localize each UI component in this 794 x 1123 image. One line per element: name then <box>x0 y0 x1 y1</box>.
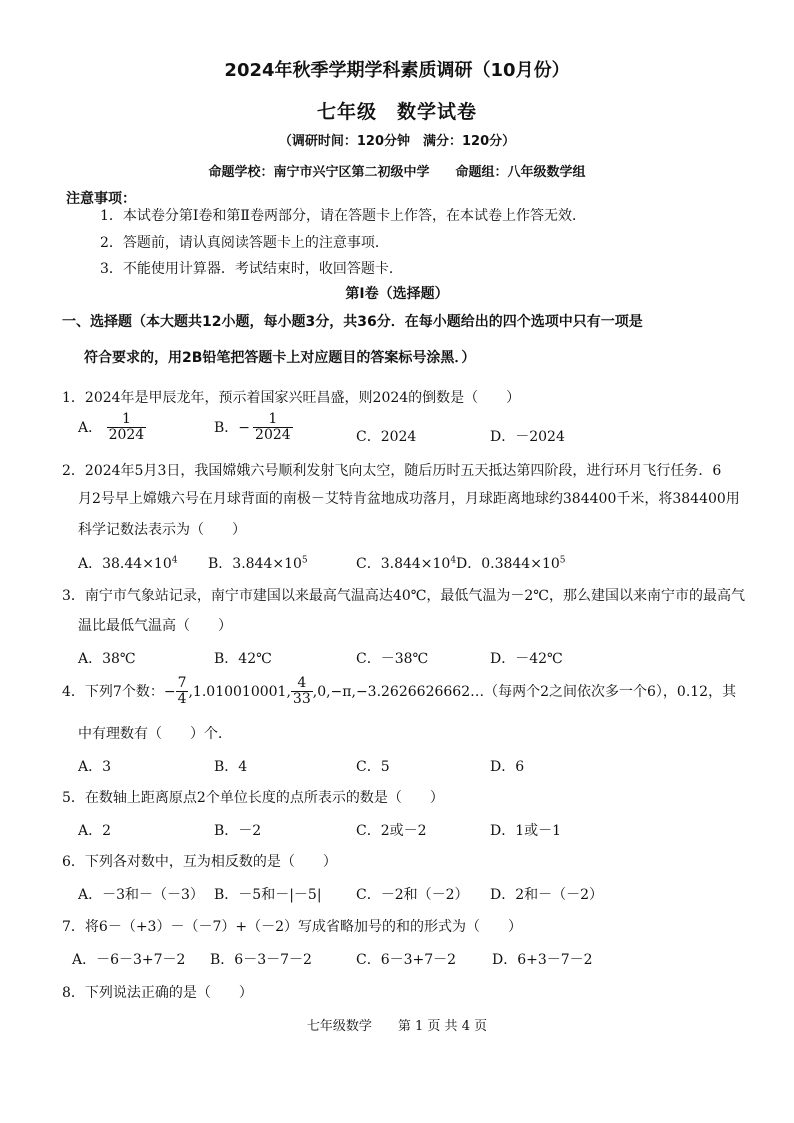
note-item-1: 1．本试卷分第Ⅰ卷和第Ⅱ卷两部分，请在答题卡上作答，在本试卷上作答无效． <box>100 208 586 224</box>
q1-a-num: 1 <box>107 412 147 428</box>
section-desc-2: 符合要求的，用2B铅笔把答题卡上对应题目的答案标号涂黑．） <box>84 350 476 366</box>
q1-b-num: 1 <box>253 412 293 428</box>
q5-option-d: D．1或－1 <box>490 823 562 839</box>
q7-option-c: C．6－3+7－2 <box>356 952 457 968</box>
q2-c-exp: 4 <box>450 555 457 566</box>
q2-d-exp: 5 <box>559 555 566 566</box>
exam-school: 命题学校：南宁市兴宁区第二初级中学 命题组：八年级数学组 <box>208 165 586 180</box>
q4-mid-1: ,1.010010001, <box>188 683 291 700</box>
q4-option-b: B．4 <box>214 759 248 775</box>
q8-stem: 8．下列说法正确的是（ ） <box>62 985 253 1001</box>
q2-c-base: C．3.844×10 <box>356 556 451 572</box>
q2-option-c <box>356 553 456 573</box>
q4-f1-num: 7 <box>177 675 187 691</box>
q1-option-d: D．－2024 <box>490 429 565 445</box>
q4-option-d: D．6 <box>490 759 525 775</box>
q4-fraction-2 <box>291 676 313 708</box>
q1-a-label: A． <box>78 419 103 436</box>
q7-option-d: D．6+3－7－2 <box>492 952 593 968</box>
q2-option-a <box>78 553 177 573</box>
part-heading: 第Ⅰ卷（选择题） <box>345 286 449 302</box>
q1-stem: 1．2024年是甲辰龙年，预示着国家兴旺昌盛，则2024的倒数是（ ） <box>62 390 521 406</box>
q5-option-c: C．2或－2 <box>356 823 427 839</box>
q4-line-1 <box>62 676 736 708</box>
q7-option-a: A．－6－3+7－2 <box>72 952 186 968</box>
q7-stem: 7．将6－（+3）－（－7）+（－2）写成省略加号的和的形式为（ ） <box>62 919 522 935</box>
q2-line-3: 科学记数法表示为（ ） <box>78 522 246 538</box>
q5-stem: 5．在数轴上距离原点2个单位长度的点所表示的数是（ ） <box>62 790 444 806</box>
q2-option-b <box>208 553 308 573</box>
section-heading: 一、选择题 <box>62 314 132 330</box>
q3-option-b: B．42℃ <box>214 651 272 667</box>
q6-option-c: C．－2和（－2） <box>356 887 469 903</box>
q3-line-2: 温比最低气温高（ ） <box>78 618 232 634</box>
q5-option-b: B．－2 <box>214 823 262 839</box>
q4-mid-2: ,0,−π,−3.2626626662…（每两个2之间依次多一个6），0.12，其 <box>312 683 737 700</box>
exam-title: 2024年秋季学期学科素质调研（10月份） <box>224 60 570 81</box>
q3-option-c: C．－38℃ <box>356 651 429 667</box>
q2-b-exp: 5 <box>301 555 308 566</box>
q4-line-2: 中有理数有（ ）个． <box>78 726 232 742</box>
note-item-2: 2．答题前，请认真阅读答题卡上的注意事项． <box>100 235 389 251</box>
q2-a-base: A．38.44×10 <box>78 556 172 572</box>
q6-option-b: B．－5和－|－5| <box>214 887 322 903</box>
note-item-3: 3．不能使用计算器．考试结束时，收回答题卡． <box>100 261 403 277</box>
q1-b-den: 2024 <box>255 427 291 444</box>
q2-line-2: 月2号早上嫦娥六号在月球背面的南极－艾特肯盆地成功落月，月球距离地球约384400千米，将384400用 <box>78 491 740 507</box>
q3-option-d: D．－42℃ <box>490 651 563 667</box>
q1-a-den: 2024 <box>108 427 145 444</box>
q3-option-a: A．38℃ <box>78 651 136 667</box>
q2-option-d <box>456 553 566 573</box>
q1-option-a <box>78 412 146 444</box>
q6-option-d: D．2和－（－2） <box>490 887 604 903</box>
notes-heading: 注意事项： <box>66 191 136 207</box>
q1-b-sign: − <box>238 419 251 436</box>
q2-b-base: B．3.844×10 <box>208 556 302 572</box>
q3-line-1: 3．南宁市气象站记录，南宁市建国以来最高气温高达40℃，最低气温为－2℃，那么建国以来南宁市的最高气 <box>62 588 745 604</box>
q4-f2-den: 33 <box>292 691 311 708</box>
q2-line-1: 2．2024年5月3日，我国嫦娥六号顺利发射飞向太空，随后历时五天抵达第四阶段，进行环月飞行任务．6 <box>62 463 722 479</box>
q4-f2-num: 4 <box>291 676 313 692</box>
q7-option-b: B．6－3－7－2 <box>210 952 312 968</box>
q4-prefix: 4．下列7个数： <box>62 683 164 700</box>
section-intro <box>62 311 643 331</box>
q4-option-c: C．5 <box>356 759 390 775</box>
page-footer: 七年级数学 第 1 页 共 4 页 <box>306 1019 488 1034</box>
q4-fraction-1 <box>176 676 189 708</box>
q1-a-fraction <box>107 412 147 444</box>
q4-option-a: A．3 <box>78 759 112 775</box>
exam-meta: （调研时间：120分钟 满分：120分） <box>278 134 516 149</box>
q1-b-fraction <box>253 412 293 444</box>
q4-f1-den: 4 <box>177 691 187 708</box>
q4-f1-sign: − <box>163 683 176 700</box>
q1-option-b <box>214 412 293 444</box>
q5-option-a: A．2 <box>78 823 112 839</box>
exam-subtitle: 七年级 数学试卷 <box>316 101 477 123</box>
q2-a-exp: 4 <box>171 555 178 566</box>
q2-d-base: D．0.3844×10 <box>456 556 560 572</box>
q6-stem: 6．下列各对数中，互为相反数的是（ ） <box>62 854 337 870</box>
q1-b-label: B． <box>214 419 239 436</box>
q1-option-c: C．2024 <box>356 429 417 445</box>
q6-option-a: A．－3和－（－3） <box>78 887 204 903</box>
section-desc-1: （本大题共12小题，每小题3分，共36分．在每小题给出的四个选项中只有一项是 <box>132 314 643 330</box>
